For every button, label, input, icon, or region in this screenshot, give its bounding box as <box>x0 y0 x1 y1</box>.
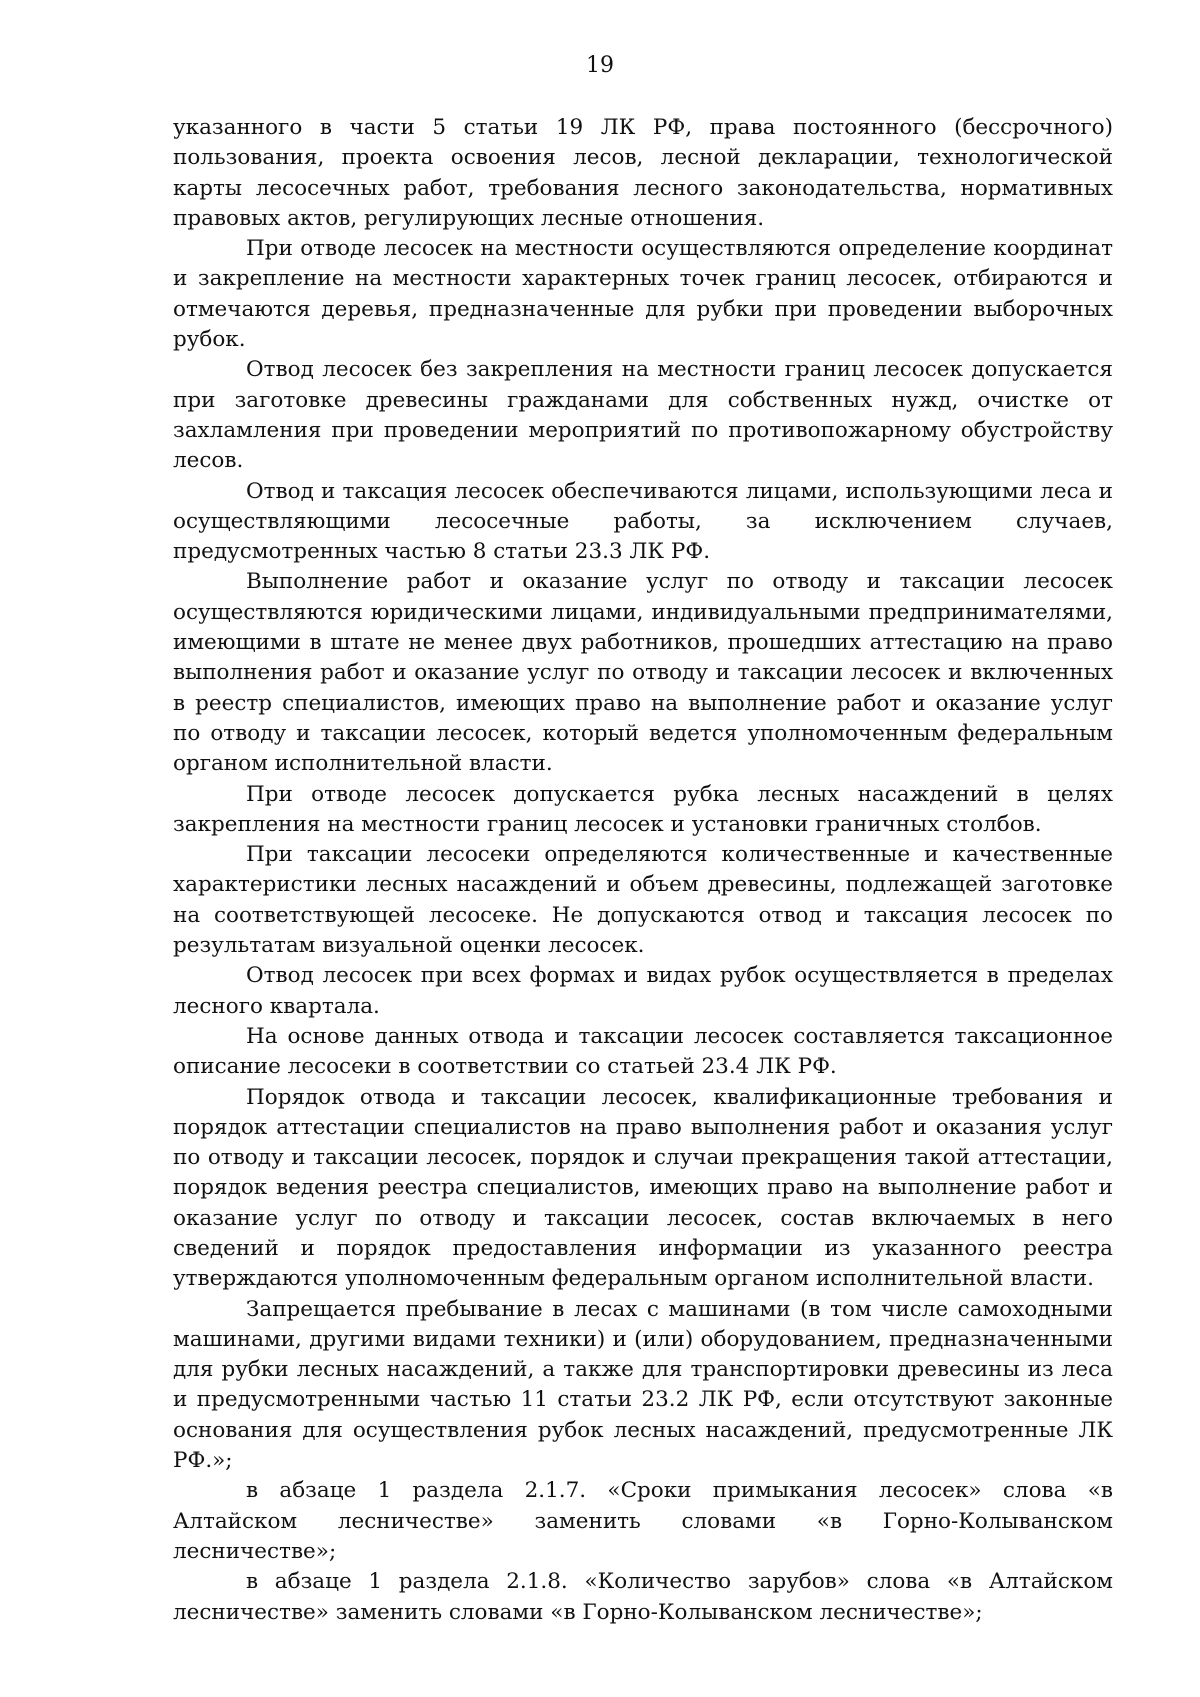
amendment-paragraph: в абзаце 1 раздела 2.1.8. «Количество зарубов» слова «в Алтайском лесничестве» заменить словами «в Горно-Колыванском лесничестве»; <box>173 1569 1113 1625</box>
page-number: 19 <box>586 53 614 78</box>
document-body <box>173 113 1113 1628</box>
paragraph: При отводе лесосек на местности осуществляются определение координат и закрепление на местности характерных точек границ лесосек, отбираются и отмечаются деревья, предназначенные для рубки при проведении выборочных рубок. <box>173 236 1113 353</box>
paragraph: При отводе лесосек допускается рубка лесных насаждений в целях закрепления на местности границ лесосек и установки граничных столбов. <box>173 781 1113 837</box>
paragraph: Отвод и таксация лесосек обеспечиваются лицами, использующими леса и осуществляющими лесосечные работы, за исключением случаев, предусмотренных частью 8 статьи 23.3 ЛК РФ. <box>173 478 1113 565</box>
paragraph: Запрещается пребывание в лесах с машинами (в том числе самоходными машинами, другими видами техники) и (или) оборудованием, предназначенными для рубки лесных насаждений, а также для транспортировки древесины из леса и предусмотренными частью 11 статьи 23.2 ЛК РФ, если отсутствуют законные основания для осуществления рубок лесных насаждений, предусмотренные ЛК РФ.»; <box>173 1296 1113 1474</box>
paragraph: Отвод лесосек при всех формах и видах рубок осуществляется в пределах лесного квартала. <box>173 963 1113 1019</box>
paragraph: Выполнение работ и оказание услуг по отводу и таксации лесосек осуществляются юридическими лицами, индивидуальными предпринимателями, имеющими в штате не менее двух работников, прошедших аттестацию на право выполнения работ и оказание услуг по отводу и таксации лесосек и включенных в реестр специалистов, имеющих право на выполнение работ и оказание услуг по отводу и таксации лесосек, который ведется уполномоченным федеральным органом исполнительной власти. <box>173 569 1113 777</box>
paragraph: Отвод лесосек без закрепления на местности границ лесосек допускается при заготовке древесины гражданами для собственных нужд, очистке от захламления при проведении мероприятий по противопожарному обустройству лесов. <box>173 357 1113 474</box>
paragraph: Порядок отвода и таксации лесосек, квалификационные требования и порядок аттестации специалистов на право выполнения работ и оказания услуг по отводу и таксации лесосек, порядок и случаи прекращения такой аттестации, порядок ведения реестра специалистов, имеющих право на выполнение работ и оказание услуг по отводу и таксации лесосек, состав включаемых в него сведений и порядок предоставления информации из указанного реестра утверждаются уполномоченным федеральным органом исполнительной власти. <box>173 1084 1113 1292</box>
paragraph: При таксации лесосеки определяются количественные и качественные характеристики лесных насаждений и объем древесины, подлежащей заготовке на соответствующей лесосеке. Не допускаются отвод и таксация лесосек по результатам визуальной оценки лесосек. <box>173 842 1113 959</box>
amendment-paragraph: в абзаце 1 раздела 2.1.7. «Сроки примыкания лесосек» слова «в Алтайском лесничестве» заменить словами «в Горно-Колыванском лесничестве»; <box>173 1478 1113 1564</box>
paragraph-continuation: указанного в части 5 статьи 19 ЛК РФ, права постоянного (бессрочного) пользования, проекта освоения лесов, лесной декларации, технологической карты лесосечных работ, требования лесного законодательства, нормативных правовых актов, регулирующих лесные отношения. <box>173 115 1113 231</box>
paragraph: На основе данных отвода и таксации лесосек составляется таксационное описание лесосеки в соответствии со статьей 23.4 ЛК РФ. <box>173 1023 1113 1080</box>
